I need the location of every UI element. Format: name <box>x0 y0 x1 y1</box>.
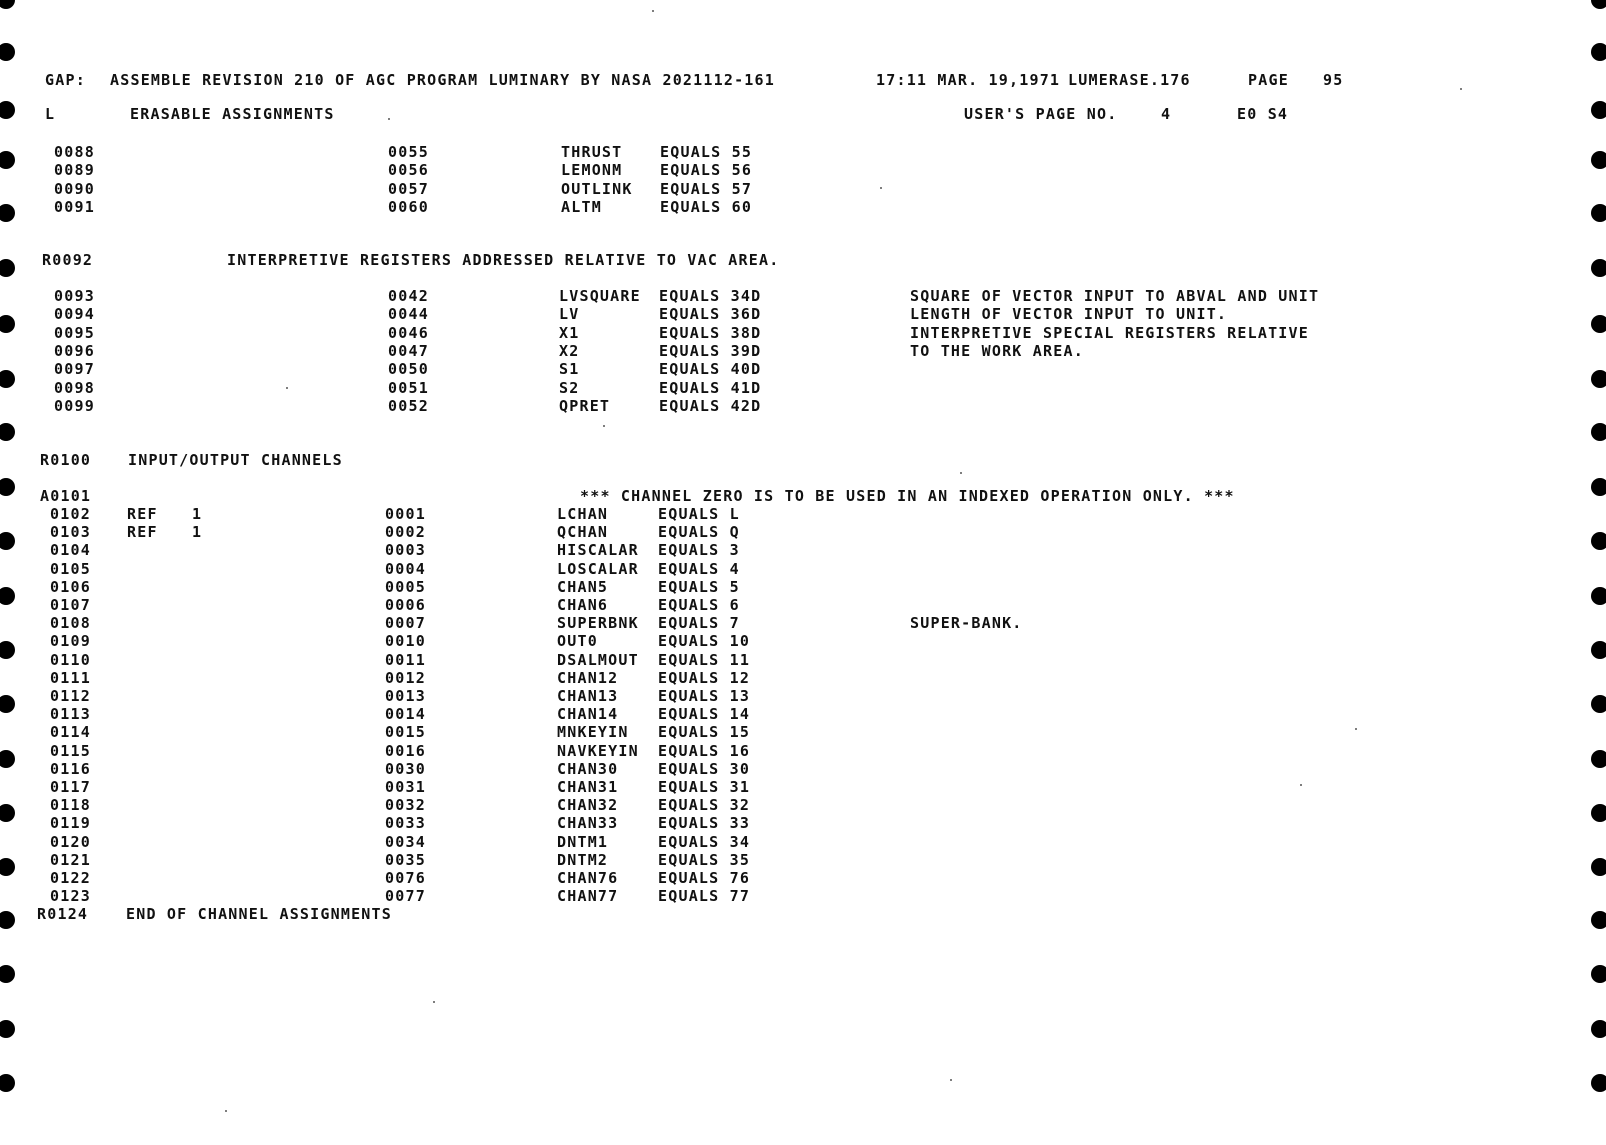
users-page-label: USER'S PAGE NO. <box>964 105 1118 123</box>
line-number: 0106 <box>50 577 91 596</box>
annotation-line <box>0 487 1235 506</box>
address: 0001 <box>385 505 426 523</box>
feed-hole <box>1591 695 1606 713</box>
eo-label: E0 S4 <box>1237 105 1289 123</box>
line-number: 0110 <box>50 650 91 669</box>
line-number: 0095 <box>54 323 95 342</box>
address: 0007 <box>385 614 426 633</box>
operation: EQUALS 14 <box>658 705 751 724</box>
operation: EQUALS 38D <box>659 323 762 342</box>
line-number: 0123 <box>50 887 91 906</box>
operation: EQUALS 6 <box>658 596 740 614</box>
remark-line-number: R0124 <box>37 905 89 923</box>
line-number: 0111 <box>50 668 91 687</box>
symbol: OUT0 <box>557 632 598 651</box>
feed-hole <box>1591 101 1606 119</box>
symbol: CHAN5 <box>557 577 609 596</box>
remark-text: INPUT/OUTPUT CHANNELS <box>128 451 343 469</box>
symbol: CHAN31 <box>557 778 619 796</box>
line-number: 0105 <box>50 559 91 578</box>
symbol: LV <box>559 305 580 324</box>
line-number: 0103 <box>50 523 91 542</box>
address: 0034 <box>385 832 426 851</box>
line-number: 0108 <box>50 614 91 633</box>
feed-hole <box>1591 965 1606 983</box>
symbol: SUPERBNK <box>557 614 639 633</box>
paper-speck <box>388 118 390 120</box>
paper-speck <box>286 387 288 389</box>
header-page-number: 95 <box>1323 71 1344 89</box>
remark-text: END OF CHANNEL ASSIGNMENTS <box>126 905 392 923</box>
feed-hole <box>0 587 15 605</box>
address: 0014 <box>385 705 426 724</box>
address: 0042 <box>388 287 429 305</box>
operation: EQUALS 31 <box>658 778 751 796</box>
header-title: ASSEMBLE REVISION 210 OF AGC PROGRAM LUMINARY BY NASA 2021112-161 <box>110 71 775 89</box>
operation: EQUALS 34D <box>659 287 762 305</box>
line-number: 0114 <box>50 723 91 742</box>
line-number: 0122 <box>50 869 91 887</box>
paper-speck <box>652 10 654 12</box>
feed-hole <box>0 43 15 61</box>
line-number: 0093 <box>54 287 95 305</box>
symbol: CHAN12 <box>557 668 619 687</box>
line-number: 0112 <box>50 687 91 705</box>
line-number: 0090 <box>54 179 95 198</box>
address: 0012 <box>385 668 426 687</box>
feed-hole <box>1591 641 1606 659</box>
page-subheader <box>0 105 1289 124</box>
feed-hole <box>1591 0 1606 9</box>
symbol: LOSCALAR <box>557 559 639 578</box>
line-number: 0117 <box>50 778 91 796</box>
symbol: OUTLINK <box>561 179 633 198</box>
operation: EQUALS 35 <box>658 850 751 869</box>
header-file: LUMERASE.176 <box>1068 71 1191 89</box>
operation: EQUALS 41D <box>659 378 762 397</box>
feed-hole <box>1591 911 1606 929</box>
line-number: 0118 <box>50 796 91 815</box>
subheader-l: L <box>45 105 56 123</box>
paper-speck <box>1355 728 1357 730</box>
paper-speck <box>960 472 962 474</box>
feed-hole <box>1591 43 1606 61</box>
symbol: DSALMOUT <box>557 650 639 669</box>
operation: EQUALS L <box>658 505 740 523</box>
symbol: NAVKEYIN <box>557 741 639 760</box>
feed-hole <box>1591 423 1606 441</box>
symbol: CHAN6 <box>557 596 609 614</box>
paper-speck <box>1300 784 1302 786</box>
remark-line <box>0 905 392 924</box>
line-number: 0096 <box>54 341 95 360</box>
address: 0047 <box>388 341 429 360</box>
feed-hole <box>1591 804 1606 822</box>
feed-hole <box>0 804 15 822</box>
feed-hole <box>1591 315 1606 333</box>
symbol: CHAN30 <box>557 759 619 778</box>
paper-speck <box>225 1110 227 1112</box>
gap-label: GAP: <box>45 71 86 89</box>
address: 0030 <box>385 759 426 778</box>
address: 0050 <box>388 360 429 379</box>
address: 0057 <box>388 179 429 198</box>
operation: EQUALS 10 <box>658 632 751 651</box>
symbol: LCHAN <box>557 505 609 523</box>
symbol: DNTM2 <box>557 850 609 869</box>
line-number: 0094 <box>54 305 95 324</box>
feed-hole <box>0 1020 15 1038</box>
paper-speck <box>433 1001 435 1003</box>
remark-line <box>0 451 343 470</box>
address: 0076 <box>385 869 426 887</box>
symbol: LEMONM <box>561 161 623 180</box>
address: 0056 <box>388 161 429 180</box>
address: 0011 <box>385 650 426 669</box>
symbol: X2 <box>559 341 580 360</box>
line-number: 0089 <box>54 161 95 180</box>
address: 0006 <box>385 596 426 614</box>
paper-speck <box>603 425 605 427</box>
remark-line-number: R0092 <box>42 251 94 269</box>
symbol: LVSQUARE <box>559 287 641 305</box>
symbol: ALTM <box>561 197 602 216</box>
address: 0044 <box>388 305 429 324</box>
address: 0046 <box>388 323 429 342</box>
operation: EQUALS 55 <box>660 143 753 161</box>
line-number: 0109 <box>50 632 91 651</box>
feed-hole <box>1591 587 1606 605</box>
line-number: 0116 <box>50 759 91 778</box>
operation: EQUALS 13 <box>658 687 751 705</box>
paper-speck <box>950 1079 952 1081</box>
page-header <box>0 71 1344 90</box>
symbol: THRUST <box>561 143 623 161</box>
feed-hole <box>1591 259 1606 277</box>
symbol: CHAN14 <box>557 705 619 724</box>
operation: EQUALS 7 <box>658 614 740 633</box>
line-number: 0120 <box>50 832 91 851</box>
ref-label: REF <box>127 505 158 523</box>
address: 0032 <box>385 796 426 815</box>
address: 0033 <box>385 814 426 833</box>
comment: TO THE WORK AREA. <box>910 341 1084 360</box>
address: 0055 <box>388 143 429 161</box>
feed-hole <box>1591 204 1606 222</box>
operation: EQUALS 5 <box>658 577 740 596</box>
feed-hole <box>1591 478 1606 496</box>
symbol: QCHAN <box>557 523 609 542</box>
line-number: 0107 <box>50 596 91 614</box>
symbol: HISCALAR <box>557 541 639 560</box>
feed-hole <box>1591 1020 1606 1038</box>
symbol: QPRET <box>559 396 611 415</box>
operation: EQUALS 32 <box>658 796 751 815</box>
symbol: CHAN77 <box>557 887 619 906</box>
address: 0015 <box>385 723 426 742</box>
address: 0004 <box>385 559 426 578</box>
address: 0077 <box>385 887 426 906</box>
feed-hole <box>0 370 15 388</box>
operation: EQUALS 30 <box>658 759 751 778</box>
feed-hole <box>1591 1074 1606 1092</box>
comment: LENGTH OF VECTOR INPUT TO UNIT. <box>910 305 1228 324</box>
operation: EQUALS 4 <box>658 559 740 578</box>
address: 0031 <box>385 778 426 796</box>
feed-hole <box>1591 151 1606 169</box>
address: 0060 <box>388 197 429 216</box>
operation: EQUALS 60 <box>660 197 753 216</box>
symbol: CHAN33 <box>557 814 619 833</box>
feed-hole <box>1591 370 1606 388</box>
operation: EQUALS 33 <box>658 814 751 833</box>
address: 0005 <box>385 577 426 596</box>
annotation-text: *** CHANNEL ZERO IS TO BE USED IN AN INDEXED OPERATION ONLY. *** <box>580 487 1235 505</box>
address: 0051 <box>388 378 429 397</box>
comment: SQUARE OF VECTOR INPUT TO ABVAL AND UNIT <box>910 287 1320 305</box>
remark-text: INTERPRETIVE REGISTERS ADDRESSED RELATIVE TO VAC AREA. <box>227 251 780 269</box>
comment: SUPER-BANK. <box>910 614 1023 633</box>
feed-hole <box>1591 858 1606 876</box>
operation: EQUALS 39D <box>659 341 762 360</box>
symbol: S2 <box>559 378 580 397</box>
feed-hole <box>0 423 15 441</box>
feed-hole <box>0 858 15 876</box>
symbol: MNKEYIN <box>557 723 629 742</box>
line-number: 0104 <box>50 541 91 560</box>
address: 0016 <box>385 741 426 760</box>
operation: EQUALS 15 <box>658 723 751 742</box>
address: 0002 <box>385 523 426 542</box>
symbol: CHAN76 <box>557 869 619 887</box>
line-number: 0091 <box>54 197 95 216</box>
line-number: 0098 <box>54 378 95 397</box>
feed-hole <box>0 641 15 659</box>
operation: EQUALS 34 <box>658 832 751 851</box>
remark-line-number: R0100 <box>40 451 92 469</box>
line-number: 0088 <box>54 143 95 161</box>
feed-hole <box>0 1074 15 1092</box>
symbol: CHAN32 <box>557 796 619 815</box>
operation: EQUALS 42D <box>659 396 762 415</box>
paper-speck <box>1460 88 1462 90</box>
feed-hole <box>0 0 15 9</box>
ref-label: REF <box>127 523 158 542</box>
line-number: 0097 <box>54 360 95 379</box>
operation: EQUALS Q <box>658 523 740 542</box>
symbol: CHAN13 <box>557 687 619 705</box>
operation: EQUALS 12 <box>658 668 751 687</box>
operation: EQUALS 16 <box>658 741 751 760</box>
comment: INTERPRETIVE SPECIAL REGISTERS RELATIVE <box>910 323 1309 342</box>
feed-hole <box>1591 532 1606 550</box>
address: 0010 <box>385 632 426 651</box>
operation: EQUALS 77 <box>658 887 751 906</box>
operation: EQUALS 57 <box>660 179 753 198</box>
operation: EQUALS 3 <box>658 541 740 560</box>
feed-hole <box>0 750 15 768</box>
header-page-label: PAGE <box>1248 71 1289 89</box>
paper-speck <box>880 187 882 189</box>
symbol: DNTM1 <box>557 832 609 851</box>
line-number: 0115 <box>50 741 91 760</box>
line-number: 0102 <box>50 505 91 523</box>
operation: EQUALS 56 <box>660 161 753 180</box>
feed-hole <box>0 695 15 713</box>
line-number: 0113 <box>50 705 91 724</box>
operation: EQUALS 40D <box>659 360 762 379</box>
header-timestamp: 17:11 MAR. 19,1971 <box>876 71 1061 89</box>
address: 0003 <box>385 541 426 560</box>
line-number: 0121 <box>50 850 91 869</box>
symbol: X1 <box>559 323 580 342</box>
line-number: 0119 <box>50 814 91 833</box>
line-number: 0099 <box>54 396 95 415</box>
ref-number: 1 <box>192 523 203 542</box>
remark-line <box>0 251 780 270</box>
symbol: S1 <box>559 360 580 379</box>
feed-hole <box>1591 750 1606 768</box>
address: 0013 <box>385 687 426 705</box>
users-page-number: 4 <box>1161 105 1172 123</box>
address: 0052 <box>388 396 429 415</box>
section-title: ERASABLE ASSIGNMENTS <box>130 105 335 123</box>
annotation-line-number: A0101 <box>40 487 92 505</box>
operation: EQUALS 76 <box>658 869 751 887</box>
operation: EQUALS 11 <box>658 650 751 669</box>
ref-number: 1 <box>192 505 203 523</box>
address: 0035 <box>385 850 426 869</box>
operation: EQUALS 36D <box>659 305 762 324</box>
